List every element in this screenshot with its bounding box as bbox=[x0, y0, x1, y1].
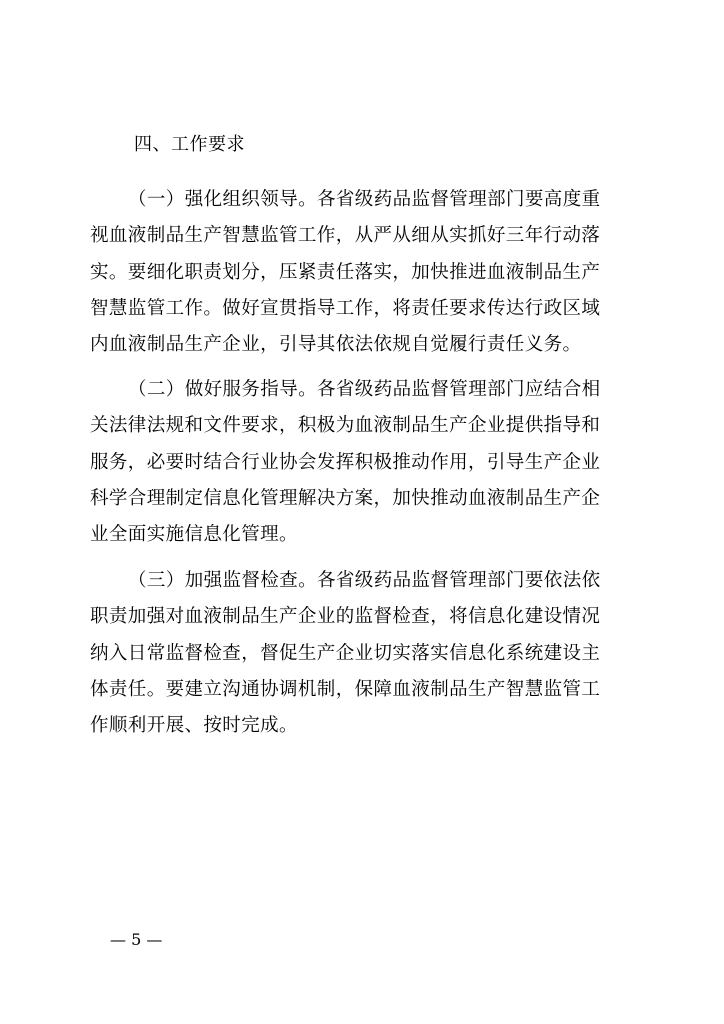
paragraph-line: 职责加强对血液制品生产企业的监督检查，将信息化建设情况 bbox=[90, 606, 601, 628]
page-number: — 5 — bbox=[110, 930, 163, 949]
paragraph-line: 纳入日常监督检查，督促生产企业切实落实信息化系统建设主 bbox=[90, 642, 601, 664]
paragraph-line: 科学合理制定信息化管理解决方案，加快推动血液制品生产企 bbox=[90, 487, 601, 509]
paragraph-line: （二）做好服务指导。各省级药品监督管理部门应结合相 bbox=[128, 379, 601, 400]
paragraph-line: 关法律法规和文件要求，积极为血液制品生产企业提供指导和 bbox=[90, 415, 601, 437]
paragraph-line: 业全面实施信息化管理。 bbox=[90, 524, 298, 546]
paragraph-line: 体责任。要建立沟通协调机制，保障血液制品生产智慧监管工 bbox=[90, 678, 601, 700]
paragraph-organization-leadership bbox=[90, 182, 650, 363]
paragraph-line: （一）强化组织领导。各省级药品监督管理部门要高度重 bbox=[128, 189, 601, 210]
paragraph-line: 服务，必要时结合行业协会发挥积极推动作用，引导生产企业 bbox=[90, 451, 601, 473]
paragraph-supervision-inspection bbox=[90, 563, 650, 744]
paragraph-line: 视血液制品生产智慧监管工作，从严从细从实抓好三年行动落 bbox=[90, 225, 601, 247]
paragraph-line: 作顺利开展、按时完成。 bbox=[90, 715, 298, 737]
paragraph-line: 实。要细化职责划分，压紧责任落实，加快推进血液制品生产 bbox=[90, 261, 601, 283]
paragraph-service-guidance bbox=[90, 372, 650, 553]
paragraph-line: 内血液制品生产企业，引导其依法依规自觉履行责任义务。 bbox=[90, 334, 582, 356]
paragraph-line: 智慧监管工作。做好宣贯指导工作，将责任要求传达行政区域 bbox=[90, 297, 601, 319]
paragraph-line: （三）加强监督检查。各省级药品监督管理部门要依法依 bbox=[128, 570, 601, 591]
section-heading: 四、工作要求 bbox=[134, 134, 245, 155]
